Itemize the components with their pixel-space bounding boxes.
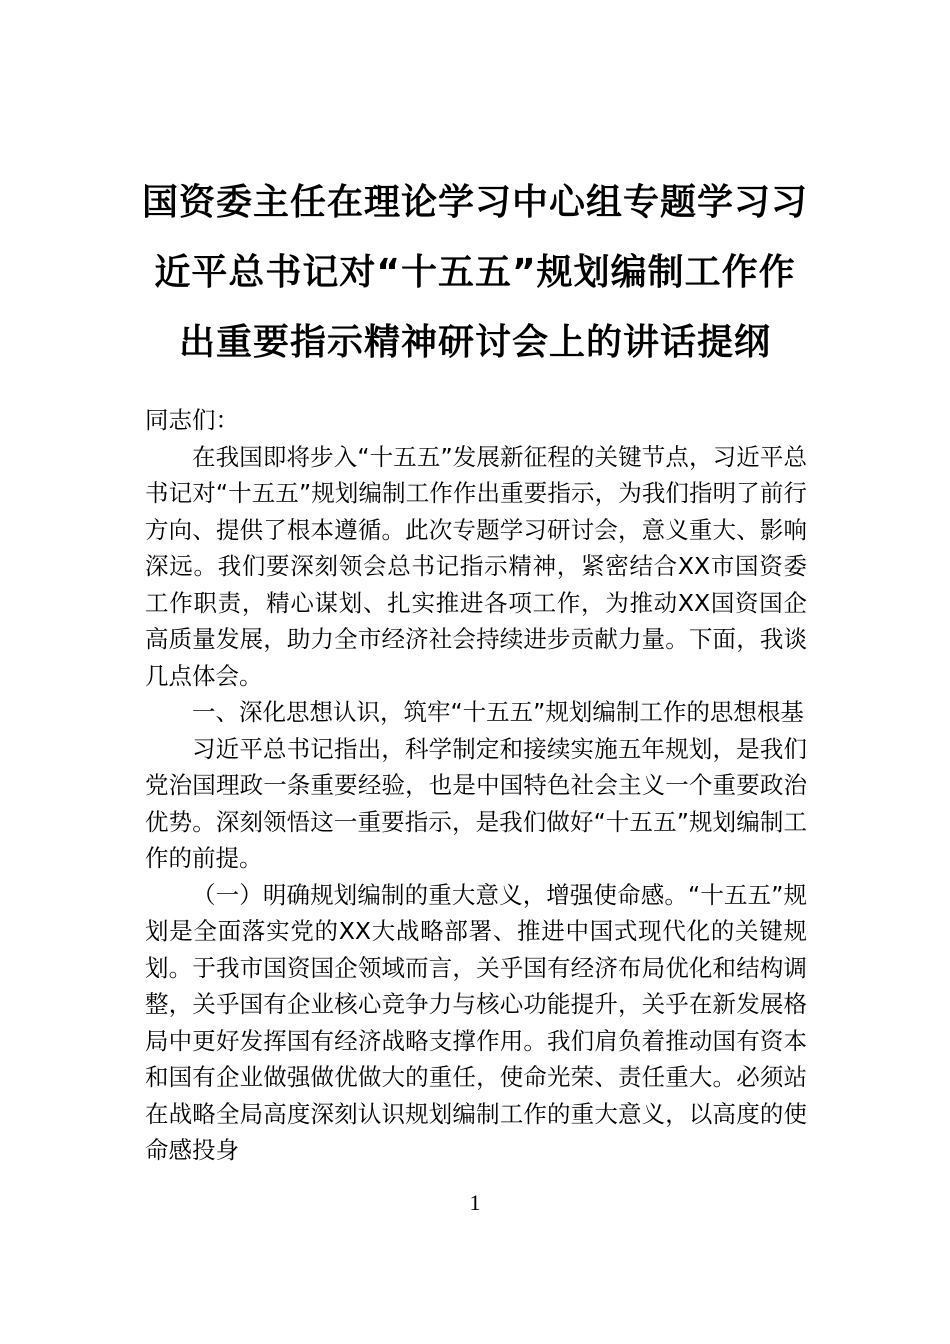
- intro-paragraph: 在我国即将步入“十五五”发展新征程的关键节点，习近平总书记对“十五五”规划编制工作作出重要指示，为我们指明了前行方向、提供了根本遵循。此次专题学习研讨会，意义重大、影响深远。我们要深刻领会总书记指示精神，紧密结合XX市国资委工作职责，精心谋划、扎实推进各项工作，为推动XX国资国企高质量发展，助力全市经济社会持续进步贡献力量。下面，我谈几点体会。: [145, 442, 807, 690]
- title-line-1: 国资委主任在理论学习中心组专题学习习: [141, 182, 808, 223]
- document-title: [140, 168, 810, 378]
- section-heading-1: 一、深化思想认识，筑牢“十五五”规划编制工作的思想根基: [192, 698, 804, 726]
- title-line-2: 近平总书记对“十五五”规划编制工作作: [154, 252, 796, 293]
- document-body: [145, 402, 807, 1169]
- body-paragraph: （一）明确规划编制的重大意义，增强使命感。“十五五”规划是全面落实党的XX大战略部署、推进中国式现代化的关键规划。于我市国资国企领域而言，关乎国有经济布局优化和结构调整，关乎国有企业核心竞争力与核心功能提升，关乎在新发展格局中更好发挥国有经济战略支撑作用。我们肩负着推动国有资本和国有企业做强做优做大的重任，使命光荣、责任重大。必须站在战略全局高度深刻认识规划编制工作的重大意义，以高度的使命感投身: [145, 880, 807, 1164]
- title-line-3: 出重要指示精神研讨会上的讲话提纲: [178, 322, 771, 363]
- greeting: 同志们：: [145, 406, 239, 434]
- page-number: 1: [469, 1190, 481, 1215]
- body-paragraph: 习近平总书记指出，科学制定和接续实施五年规划，是我们党治国理政一条重要经验，也是中国特色社会主义一个重要政治优势。深刻领悟这一重要指示，是我们做好“十五五”规划编制工作的前提。: [145, 734, 807, 872]
